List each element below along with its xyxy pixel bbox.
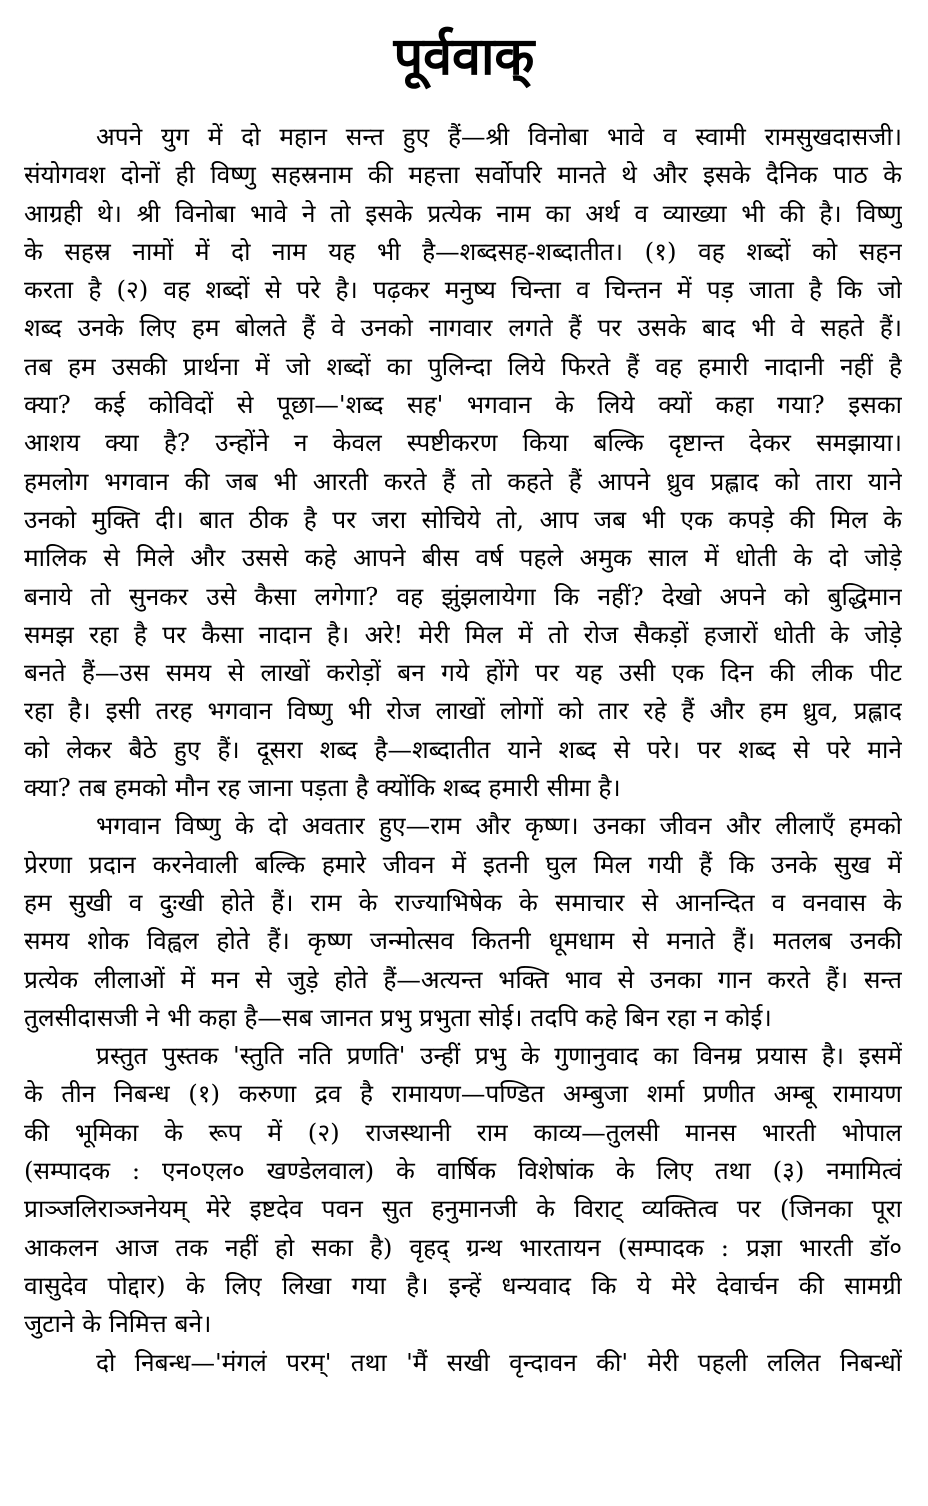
text-line: प्रस्तुत पुस्तक 'स्तुति नति प्रणति' उन्हीं प्रभु के गुणानुवाद का विनम्र प्रयास है। इसमें: [96, 1041, 902, 1071]
text-line: क्या? कई कोविदों से पूछा—'शब्द सह' भगवान के लिये क्यों कहा गया? इसका: [24, 390, 902, 420]
text-line: बनते हैं—उस समय से लाखों करोड़ों बन गये होंगे पर यह उसी एक दिन की लीक पीट: [24, 658, 902, 688]
text-line: हम सुखी व दुःखी होते हैं। राम के राज्याभिषेक के समाचार से आनन्दित व वनवास के: [24, 887, 902, 917]
text-line: तब हम उसकी प्रार्थना में जो शब्दों का पुलिन्दा लिये फिरते हैं वह हमारी नादानी नहीं है: [24, 351, 902, 381]
text-line: प्रत्येक लीलाओं में मन से जुड़े होते हैं—अत्यन्त भक्ति भाव से उनका गान करते हैं। सन्त: [24, 964, 902, 994]
text-line: संयोगवश दोनों ही विष्णु सहस्रनाम की महत्ता सर्वोपरि मानते थे और इसके दैनिक पाठ के: [24, 160, 902, 190]
text-line: हमलोग भगवान की जब भी आरती करते हैं तो कहते हैं आपने ध्रुव प्रह्लाद को तारा याने: [24, 466, 902, 496]
text-line: (सम्पादक : एन०एल० खण्डेलवाल) के वार्षिक विशेषांक के लिए तथा (३) नमामित्वं: [24, 1156, 902, 1186]
text-line: दो निबन्ध—'मंगलं परम्' तथा 'मैं सखी वृन्दावन की' मेरी पहली ललित निबन्धों: [96, 1347, 902, 1377]
page-title: पूर्ववाक्: [393, 27, 535, 87]
text-line: बनाये तो सुनकर उसे कैसा लगेगा? वह झुंझलायेगा कि नहीं? देखो अपने को बुद्धिमान: [24, 581, 902, 611]
body-text: [24, 118, 902, 1382]
text-line: समझ रहा है पर कैसा नादान है। अरे! मेरी मिल में तो रोज सैकड़ों हजारों धोती के जोड़े: [24, 619, 902, 649]
text-line: क्या? तब हमको मौन रह जाना पड़ता है क्योंकि शब्द हमारी सीमा है।: [24, 773, 621, 803]
text-line: शब्द उनके लिए हम बोलते हैं वे उनको नागवार लगते हैं पर उसके बाद भी वे सहते हैं।: [24, 313, 902, 343]
text-line: के तीन निबन्ध (१) करुणा द्रव है रामायण—पण्डित अम्बुजा शर्मा प्रणीत अम्बू रामायण: [24, 1079, 902, 1109]
text-line: आकलन आज तक नहीं हो सका है) वृहद् ग्रन्थ भारतायन (सम्पादक : प्रज्ञा भारती डॉ०: [24, 1232, 902, 1262]
text-line: उनको मुक्ति दी। बात ठीक है पर जरा सोचिये तो, आप जब भी एक कपड़े की मिल के: [24, 504, 902, 534]
text-line: जुटाने के निमित्त बने।: [24, 1309, 212, 1339]
text-line: प्राञ्जलिराञ्जनेयम् मेरे इष्टदेव पवन सुत हनुमानजी के विराट् व्यक्तित्व पर (जिनका पूरा: [24, 1194, 902, 1224]
text-line: आग्रही थे। श्री विनोबा भावे ने तो इसके प्रत्येक नाम का अर्थ व व्याख्या भी की है। विष्णु: [24, 198, 902, 228]
text-line: अपने युग में दो महान सन्त हुए हैं—श्री विनोबा भावे व स्वामी रामसुखदासजी।: [96, 122, 902, 151]
text-line: प्रेरणा प्रदान करनेवाली बल्कि हमारे जीवन में इतनी घुल मिल गयी हैं कि उनके सुख में: [24, 849, 902, 879]
text-line: तुलसीदासजी ने भी कहा है—सब जानत प्रभु प्रभुता सोई। तदपि कहे बिन रहा न कोई।: [24, 1002, 772, 1032]
text-line: रहा है। इसी तरह भगवान विष्णु भी रोज लाखों लोगों को तार रहे हैं और हम ध्रुव, प्रह्लाद: [24, 696, 902, 726]
text-line: की भूमिका के रूप में (२) राजस्थानी राम काव्य—तुलसी मानस भारती भोपाल: [24, 1117, 902, 1147]
text-line: आशय क्या है? उन्होंने न केवल स्पष्टीकरण किया बल्कि दृष्टान्त देकर समझाया।: [24, 428, 902, 458]
text-line: को लेकर बैठे हुए हैं। दूसरा शब्द है—शब्दातीत याने शब्द से परे। पर शब्द से परे माने: [24, 734, 902, 764]
text-line: मालिक से मिले और उससे कहे आपने बीस वर्ष पहले अमुक साल में धोती के दो जोड़े: [24, 543, 902, 573]
text-line: के सहस्र नामों में दो नाम यह भी है—शब्दसह-शब्दातीत। (१) वह शब्दों को सहन: [24, 236, 902, 266]
text-line: वासुदेव पोद्दार) के लिए लिखा गया है। इन्हें धन्यवाद कि ये मेरे देवार्चन की सामग्री: [24, 1270, 902, 1300]
text-line: समय शोक विह्वल होते हैं। कृष्ण जन्मोत्सव कितनी धूमधाम से मनाते हैं। मतलब उनकी: [24, 926, 902, 956]
text-line: भगवान विष्णु के दो अवतार हुए—राम और कृष्ण। उनका जीवन और लीलाएँ हमको: [96, 811, 902, 841]
text-line: करता है (२) वह शब्दों से परे है। पढ़कर मनुष्य चिन्ता व चिन्तन में पड़ जाता है कि जो: [24, 275, 902, 305]
